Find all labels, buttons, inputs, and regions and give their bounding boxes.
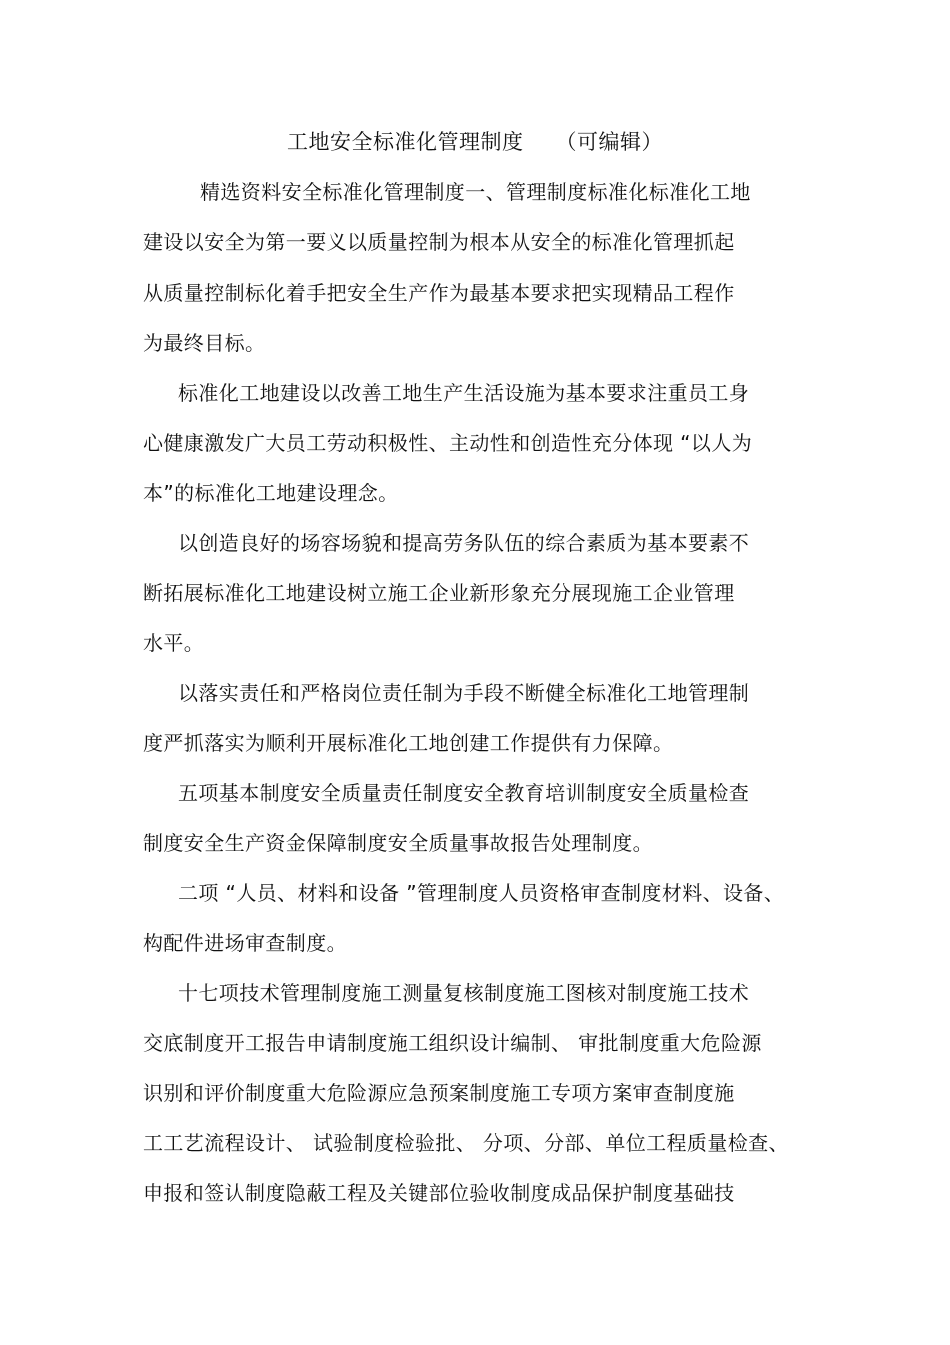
- text-line: 制度安全生产资金保障制度安全质量事故报告处理制度。: [143, 831, 653, 855]
- text-line: 度严抓落实为顺利开展标准化工地创建工作提供有力保障。: [143, 731, 674, 755]
- text-line: 心健康激发广大员工劳动积极性、主动性和创造性充分体现 “以人为: [143, 431, 753, 455]
- text-line: 识别和评价制度重大危险源应急预案制度施工专项方案审查制度施: [143, 1081, 735, 1105]
- text-line: 交底制度开工报告申请制度施工组织设计编制、 审批制度重大危险源: [143, 1031, 762, 1055]
- text-line: 精选资料安全标准化管理制度一、管理制度标准化标准化工地: [200, 180, 751, 204]
- text-line: 以落实责任和严格岗位责任制为手段不断健全标准化工地管理制: [178, 681, 750, 705]
- text-line: 水平。: [143, 631, 205, 655]
- text-line: 十七项技术管理制度施工测量复核制度施工图核对制度施工技术: [178, 981, 750, 1005]
- text-line: 为最终目标。: [143, 331, 266, 355]
- text-line: 以创造良好的场容场貌和提高劳务队伍的综合素质为基本要素不: [178, 531, 750, 555]
- text-line: 二项 “人员、材料和设备 ”管理制度人员资格审查制度材料、设备、: [178, 881, 785, 905]
- text-line: 构配件进场审查制度。: [143, 931, 347, 955]
- title-suffix: （可编辑）: [555, 130, 663, 154]
- text-line: 标准化工地建设以改善工地生产生活设施为基本要求注重员工身: [178, 381, 750, 405]
- text-line: 五项基本制度安全质量责任制度安全教育培训制度安全质量检查: [178, 781, 750, 805]
- text-line: 断拓展标准化工地建设树立施工企业新形象充分展现施工企业管理: [143, 581, 735, 605]
- document-title: [0, 127, 950, 157]
- text-line: 申报和签认制度隐蔽工程及关键部位验收制度成品保护制度基础技: [143, 1181, 735, 1205]
- text-line: 建设以安全为第一要义以质量控制为根本从安全的标准化管理抓起: [143, 230, 735, 254]
- text-line: 从质量控制标化着手把安全生产作为最基本要求把实现精品工程作: [143, 281, 735, 305]
- text-line: 工工艺流程设计、 试验制度检验批、 分项、分部、单位工程质量检查、: [143, 1131, 789, 1155]
- text-line: 本”的标准化工地建设理念。: [143, 481, 399, 505]
- title-text: 工地安全标准化管理制度: [287, 130, 524, 154]
